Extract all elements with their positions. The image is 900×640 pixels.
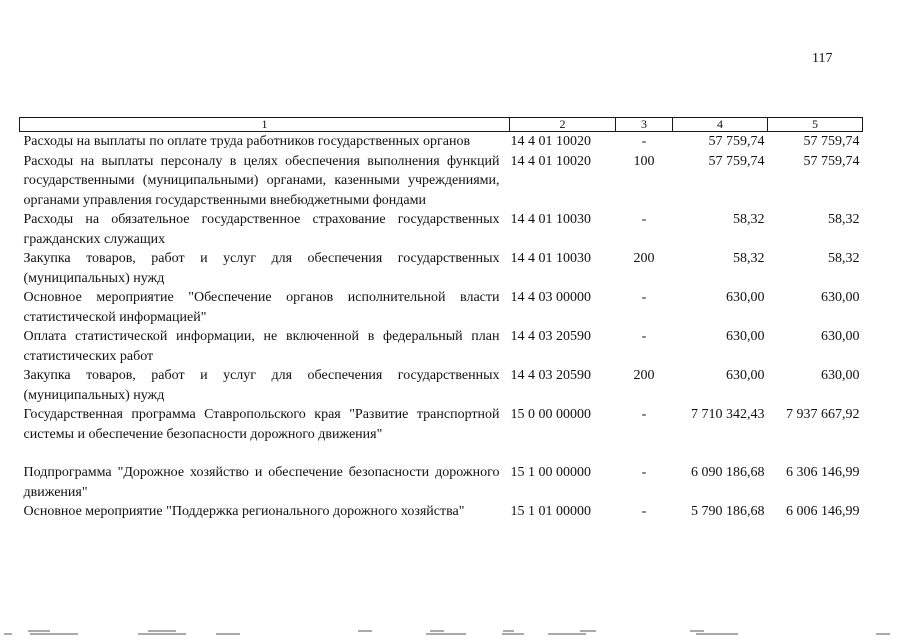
row-sum-1: 630,00	[726, 290, 765, 305]
row-sum-1: 58,32	[733, 251, 765, 266]
row-expense-type: -	[641, 465, 647, 480]
row-name: Основное мероприятие "Обеспечение органов исполнительной власти статистической информацией"	[23, 290, 500, 325]
row-sum-2: 6 006 146,99	[786, 504, 860, 519]
row-code: 14 4 03 20590	[510, 329, 591, 344]
row-sum-1: 630,00	[726, 329, 765, 344]
row-code: 15 1 00 00000	[510, 465, 591, 480]
row-code: 14 4 01 10020	[510, 153, 591, 169]
row-sum-2: 6 306 146,99	[786, 465, 860, 480]
table-row	[20, 366, 863, 405]
row-code: 14 4 01 10030	[510, 212, 591, 227]
row-expense-type: -	[641, 407, 647, 422]
row-sum-1: 57 759,74	[708, 153, 765, 169]
row-sum-2: 630,00	[821, 329, 860, 344]
table-row	[20, 132, 863, 152]
row-name: Закупка товаров, работ и услуг для обеспечения государственных (муниципальных) нужд	[23, 251, 500, 286]
table-row	[20, 405, 863, 463]
row-sum-1: 630,00	[726, 368, 765, 383]
row-sum-2: 630,00	[821, 290, 860, 305]
row-sum-2: 630,00	[821, 368, 860, 383]
row-code: 14 4 01 10030	[510, 251, 591, 266]
table-row	[20, 210, 863, 249]
row-sum-1: 58,32	[733, 212, 765, 227]
row-expense-type: -	[641, 329, 647, 344]
row-expense-type: 200	[633, 368, 655, 383]
table-row	[20, 249, 863, 288]
row-sum-1: 5 790 186,68	[691, 504, 765, 519]
row-expense-type: -	[641, 134, 647, 149]
row-sum-2: 58,32	[828, 212, 860, 227]
row-name: Подпрограмма "Дорожное хозяйство и обеспечение безопасности дорожного движения"	[23, 465, 500, 500]
row-expense-type: -	[641, 290, 647, 305]
scan-artifact-lines	[0, 620, 900, 640]
row-name: Государственная программа Ставропольского края "Развитие транспортной системы и обеспечение безопасности дорожного движения"	[23, 407, 500, 442]
table-row	[20, 502, 863, 522]
table-header-row	[20, 118, 863, 132]
row-sum-1: 7 710 342,43	[691, 407, 765, 422]
row-name: Закупка товаров, работ и услуг для обеспечения государственных (муниципальных) нужд	[23, 368, 500, 403]
row-expense-type: -	[641, 212, 647, 227]
row-code: 14 4 01 10020	[510, 134, 591, 149]
row-sum-1: 57 759,74	[708, 134, 765, 149]
row-name: Расходы на выплаты персоналу в целях обеспечения выполнения функций государственными (муниципальными) органами, казенными учреждениями, органами управления государственными внебюджетными фондами	[23, 153, 500, 208]
row-code: 14 4 03 20590	[510, 368, 591, 383]
row-sum-2: 7 937 667,92	[786, 407, 860, 422]
table-row	[20, 327, 863, 366]
column-header-sum1: 4	[673, 118, 768, 132]
page-number: 117	[812, 51, 833, 66]
column-header-sum2: 5	[768, 118, 863, 132]
row-name: Расходы на обязательное государственное страхование государственных гражданских служащих	[23, 212, 500, 247]
column-header-type: 3	[616, 118, 673, 132]
row-sum-2: 58,32	[828, 251, 860, 266]
column-header-code: 2	[510, 118, 616, 132]
row-code: 15 1 01 00000	[510, 504, 591, 519]
table-row	[20, 288, 863, 327]
row-code: 15 0 00 00000	[510, 407, 591, 422]
row-name: Оплата статистической информации, не включенной в федеральный план статистических работ	[23, 329, 500, 364]
row-code: 14 4 03 00000	[510, 290, 591, 305]
row-sum-1: 6 090 186,68	[691, 465, 765, 480]
row-expense-type: 100	[633, 153, 655, 169]
column-header-name: 1	[20, 118, 510, 132]
row-expense-type: -	[641, 504, 647, 519]
row-expense-type: 200	[633, 251, 655, 266]
row-sum-2: 57 759,74	[803, 134, 860, 149]
row-sum-2: 57 759,74	[803, 153, 860, 169]
row-name: Основное мероприятие "Поддержка регионального дорожного хозяйства"	[23, 504, 465, 519]
budget-table	[19, 117, 863, 522]
table-row	[20, 152, 863, 211]
table-row	[20, 463, 863, 502]
row-name: Расходы на выплаты по оплате труда работников государственных органов	[23, 134, 471, 149]
